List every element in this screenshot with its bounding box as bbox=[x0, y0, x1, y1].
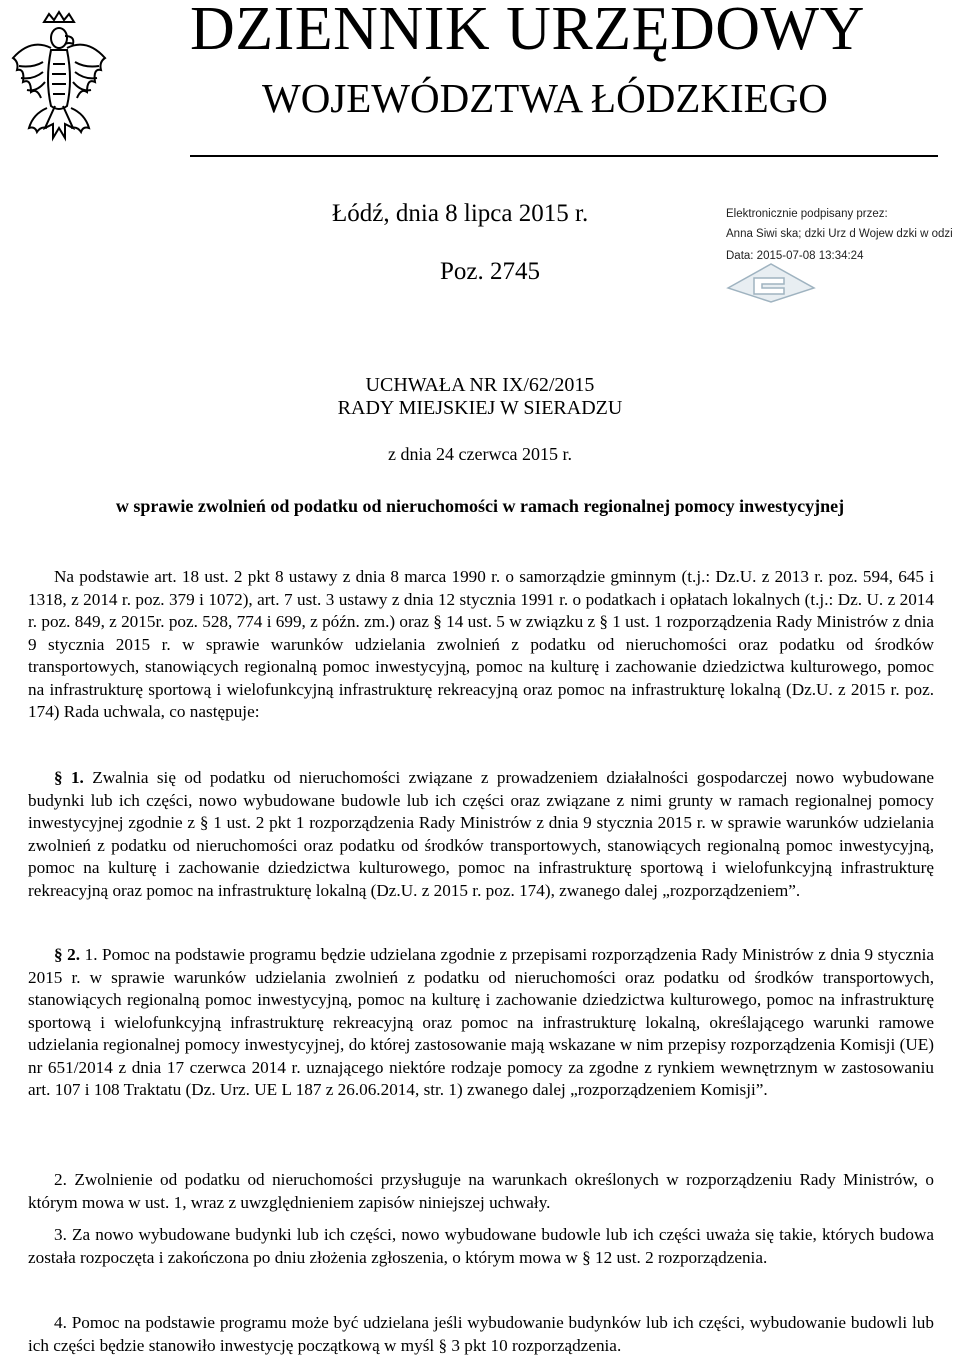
resolution-date: z dnia 24 czerwca 2015 r. bbox=[388, 444, 572, 464]
resolution-title: UCHWAŁA NR IX/62/2015 bbox=[365, 374, 595, 396]
section-2-item-4 bbox=[28, 1312, 934, 1357]
resolution-council: RADY MIEJSKIEJ W SIERADZU bbox=[337, 397, 623, 419]
journal-title: DZIENNIK URZĘDOWY bbox=[190, 0, 865, 63]
signature-date: Data: 2015-07-08 13:34:24 bbox=[726, 250, 864, 262]
signature-signer: Anna Siwi ska; dzki Urz d Wojew dzki w odzi bbox=[726, 228, 953, 240]
polish-eagle-emblem-icon bbox=[8, 8, 110, 158]
section-1 bbox=[28, 767, 934, 902]
resolution-subject: w sprawie zwolnień od podatku od nieruchomości w ramach regionalnej pomocy inwestycyjnej bbox=[115, 496, 845, 516]
header-rule bbox=[190, 155, 938, 157]
section-2-item-3-text: 3. Za nowo wybudowane budynki lub ich części, nowo wybudowane budowle lub ich części uważa się takie, których budowa została rozpoczęta i zakończona po dniu złożenia zgłoszenia, o którym mowa w § 12 ust. 2 rozporządzenia. bbox=[28, 1225, 934, 1267]
legal-basis-paragraph bbox=[28, 566, 934, 724]
section-1-text: Zwalnia się od podatku od nieruchomości związane z prowadzeniem działalności gospodarczej nowo wybudowane budynki lub ich części, nowo wybudowane budowle lub ich części oraz związane z nimi grunty w ramach regionalnej pomocy inwestycyjnej zgodnie z § 1 ust. 2 pkt 1 rozporządzenia Rady Ministrów z dnia 9 stycznia 2015 r. w sprawie warunków udzielania zwolnień z podatku od nieruchomości oraz podatku od środków transportowych, stanowiących regionalną pomoc inwestycyjną, pomoc na kulturę i zachowanie dziedzictwa kulturowego, pomoc na infrastrukturę sportową i wielofunkcyjną infrastrukturę rekreacyjną oraz pomoc na infrastrukturę lokalną (Dz.U. z 2015 r. poz. 174), zwanego dalej „rozporządzeniem”. bbox=[28, 768, 935, 900]
signature-line: Elektronicznie podpisany przez: bbox=[726, 208, 888, 220]
section-2-item-3 bbox=[28, 1224, 934, 1269]
section-2-label: § 2. bbox=[54, 945, 81, 964]
legal-basis-text: Na podstawie art. 18 ust. 2 pkt 8 ustawy z dnia 8 marca 1990 r. o samorządzie gminnym (t.j.: Dz.U. z 2013 r. poz. 594, 645 i 1318, z 2014 r. poz. 379 i 1072), art. 7 ust. 3 ustawy z dnia 12 stycznia 1991 r. o podatkach i opłatach lokalnych (t.j.: Dz. U. z 2014 r. poz. 849, z 2015r. poz. 528, 774 i 699, z późn. zm.) oraz § 14 ust. 5 w związku z § 1 ust. 1 rozporządzenia Rady Ministrów z dnia 9 stycznia 2015 r. w sprawie warunków udzielania zwolnień z podatku od nieruchomości oraz podatku od środków transportowych, stanowiących regionalną pomoc inwestycyjną, pomoc na kulturę i zachowanie dziedzictwa kulturowego, pomoc na infrastrukturę sportową i wielofunkcyjną infrastrukturę rekreacyjną oraz pomoc na infrastrukturę lokalną (Dz.U. z 2015 r. poz. 174) Rada uchwala, co następuje: bbox=[28, 567, 934, 721]
position-number: Poz. 2745 bbox=[440, 258, 540, 285]
signature-stamp-icon bbox=[726, 258, 816, 304]
section-2-item-2-text: 2. Zwolnienie od podatku od nieruchomości przysługuje na warunkach określonych w rozporządzeniu Rady Ministrów, o którym mowa w ust. 1, wraz z uwzględnieniem zapisów niniejszej uchwały. bbox=[28, 1170, 934, 1212]
section-1-label: § 1. bbox=[54, 768, 84, 787]
electronic-signature bbox=[726, 208, 960, 300]
journal-subtitle: WOJEWÓDZTWA ŁÓDZKIEGO bbox=[262, 75, 828, 121]
place-date: Łódź, dnia 8 lipca 2015 r. bbox=[332, 200, 589, 227]
section-2-item-1-text: 1. Pomoc na podstawie programu będzie udzielana zgodnie z przepisami rozporządzenia Rady Ministrów z dnia 9 stycznia 2015 r. w sprawie warunków udzielania zwolnień z podatku od nieruchomości oraz podatku od środków transportowych, stanowiących regionalną pomoc inwestycyjną, pomoc na kulturę i zachowanie dziedzictwa kulturowego, pomoc na infrastrukturę sportową i wielofunkcyjną infrastrukturę rekreacyjną oraz pomoc na infrastrukturę lokalną, określającego warunki ramowe udzielania regionalnej pomocy inwestycyjnej, do której zastosowanie mają wskazane w nim przepisy rozporządzenia Komisji (UE) nr 651/2014 z dnia 17 czerwca 2014 r. uznającego niektóre rodzaje pomocy za zgodne z rynkiem wewnętrznym w zastosowaniu art. 107 i 108 Traktatu (Dz. Urz. UE L 187 z 26.06.2014, str. 1) zwanego dalej „rozporządzeniem Komisji”. bbox=[28, 945, 934, 1099]
section-2-item-2 bbox=[28, 1169, 934, 1214]
section-2-item-4-text: 4. Pomoc na podstawie programu może być udzielana jeśli wybudowanie budynków lub ich części, wybudowanie budowli lub ich części będzie stanowiło inwestycję początkową w myśl § 3 pkt 10 rozporządzenia. bbox=[28, 1313, 934, 1355]
section-2-item-1 bbox=[28, 944, 934, 1102]
